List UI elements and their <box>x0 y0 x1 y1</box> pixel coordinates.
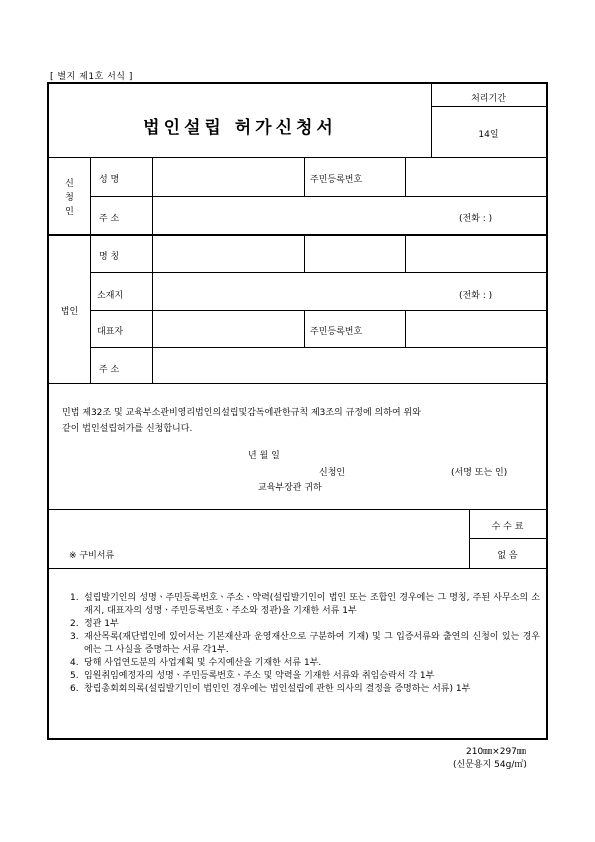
divider <box>49 568 546 569</box>
applicant-phone: (전화 : ) <box>459 214 493 224</box>
divider <box>49 509 546 510</box>
divider <box>49 157 546 158</box>
divider <box>469 538 546 539</box>
divider <box>304 310 305 347</box>
corporation-rep-label: 대표자 <box>97 327 124 337</box>
divider <box>90 272 546 273</box>
list-item: 4. 당해 사업연도분의 사업계획 및 수지예산을 기재한 서류 1부. <box>70 658 322 668</box>
applicant-address-label: 주 소 <box>99 214 120 224</box>
statement-recipient: 교육부장관 귀하 <box>258 483 322 493</box>
fee-label: 수 수 료 <box>491 522 524 532</box>
corporation-name-label: 명 칭 <box>99 252 120 262</box>
divider <box>304 157 305 196</box>
list-item: 3. 재산목록(재단법인에 있어서는 기본재산과 운영재산으로 구분하여 기재) 및 그 입증서류와 출연의 신청이 있는 경우에는 그 사실을 증명하는 서류 각1부. <box>70 632 540 655</box>
divider <box>304 235 305 272</box>
statement-line-2: 같이 법인설립허가를 신청합니다. <box>62 424 193 434</box>
divider <box>431 106 546 107</box>
divider <box>49 383 546 384</box>
divider <box>405 157 406 196</box>
required-docs-list <box>70 592 540 696</box>
divider <box>90 157 91 383</box>
list-item: 1. 설립발기인의 성명ㆍ주민등록번호ㆍ주소ㆍ약력(설립발기인이 법인 또는 조합인 경우에는 그 명칭, 주된 사무소의 소재지, 대표자의 성명ㆍ주민등록번호ㆍ주소와 정관)을 기재한 서류 1부 <box>70 593 540 616</box>
list-item: 6. 창립총회회의록(설립발기인이 법인인 경우에는 법인설립에 관한 의사의 결정을 증명하는 서류) 1부 <box>70 684 471 694</box>
footer-size: 210㎜×297㎜ <box>466 747 526 757</box>
divider <box>405 310 406 347</box>
form-label: [ 별지 제1호 서식 ] <box>50 72 133 82</box>
divider <box>90 310 546 311</box>
applicant-section-label: 신 청 인 <box>65 179 74 217</box>
footer-paper: (신문용지 54g/㎡) <box>453 760 527 770</box>
processing-label: 처리기간 <box>471 94 506 104</box>
divider <box>152 157 153 383</box>
divider <box>90 196 546 197</box>
fee-value: 없 음 <box>497 551 518 561</box>
divider <box>405 235 406 272</box>
statement-date: 년 월 일 <box>248 451 280 461</box>
docs-title: ※ 구비서류 <box>69 551 115 561</box>
statement-sign: (서명 또는 인) <box>451 468 508 478</box>
list-item: 2. 정관 1부 <box>70 619 119 629</box>
statement-line-1: 민법 제32조 및 교육부소관비영리법인의설립및감독에관한규칙 제3조의 규정에 의하여 위와 <box>62 408 421 418</box>
corporation-rep-id-label: 주민등록번호 <box>310 327 363 337</box>
list-item: 5. 임원취임예정자의 성명ㆍ주민등록번호ㆍ주소 및 약력을 기재한 서류와 취임승락서 각 1부 <box>70 671 435 681</box>
form-title: 법인설립 허가신청서 <box>143 118 337 138</box>
processing-value: 14일 <box>478 130 499 140</box>
corporation-address-label: 주 소 <box>99 365 120 375</box>
applicant-name-label: 성 명 <box>99 175 120 185</box>
corporation-phone: (전화 : ) <box>459 291 493 301</box>
applicant-id-label: 주민등록번호 <box>310 175 363 185</box>
divider <box>90 347 546 348</box>
corporation-section-label: 법인 <box>60 307 79 317</box>
statement-applicant: 신청인 <box>319 468 346 478</box>
corporation-location-label: 소재지 <box>97 291 124 301</box>
divider <box>49 234 546 236</box>
